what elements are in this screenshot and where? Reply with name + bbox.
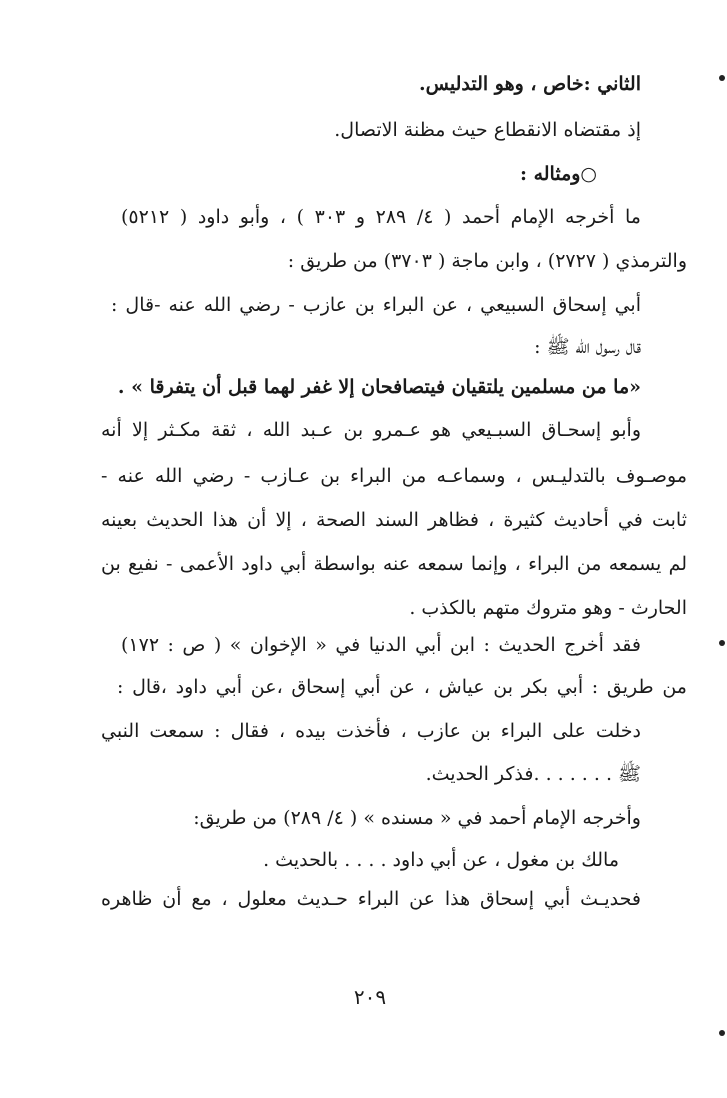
text-line-2: إذ مقتضاه الانقطاع حيث مظنة الاتصال.: [334, 119, 641, 141]
text-line-9: وأبو إسحـاق السبـيعي هو عـمرو بن عـبد الله ، ثقة مكـثر إلا أنه: [101, 419, 641, 441]
text-line-17: ﷺ . . . . . . .فذكر الحديث.: [425, 763, 641, 785]
margin-dot-top: [719, 75, 725, 81]
text-line-12: لم يسمعه من البراء ، وإنما سمعه عنه بواسطة أبي داود الأعمى - نفيع بن: [101, 553, 687, 575]
text-line-4: ما أخرجه الإمام أحمد ( ٤/ ٢٨٩ و ٣٠٣ ) ، وأبو داود ( ٥٢١٢): [121, 206, 641, 228]
text-line-16: دخلت على البراء بن عازب ، فأخذت بيده ، فقال : سمعت النبي: [101, 720, 641, 742]
text-line-7: قال رسول الله ﷺ :: [534, 336, 641, 358]
text-line-19: مالك بن مغول ، عن أبي داود . . . . بالحديث .: [263, 849, 619, 871]
text-line-10: موصـوف بالتدليـس ، وسماعـه من البراء بن عـازب - رضي الله عنه -: [101, 465, 687, 487]
page-number: ٢٠٩: [353, 985, 387, 1009]
text-line-3: ○ومثاله :: [519, 163, 597, 185]
text-line-6: أبي إسحاق السبيعي ، عن البراء بن عازب - رضي الله عنه -قال :: [111, 294, 641, 316]
text-line-11: ثابت في أحاديث كثيرة ، فظاهر السند الصحة ، إلا أن هذا الحديث بعينه: [101, 509, 687, 531]
text-line-20: فحديـث أبي إسحاق هذا عن البراء حـديث معلول ، مع أن ظاهره: [101, 888, 641, 910]
text-line-14: فقد أخرج الحديث : ابن أبي الدنيا في « الإخوان » ( ص : ١٧٢): [121, 634, 641, 656]
text-line-8: «ما من مسلمين يلتقيان فيتصافحان إلا غفر لهما قبل أن يتفرقا » .: [117, 376, 641, 398]
margin-dot-bottom: [719, 1030, 725, 1036]
margin-dot-middle: [719, 640, 725, 646]
text-line-18: وأخرجه الإمام أحمد في « مسنده » ( ٤/ ٢٨٩) من طريق:: [193, 807, 641, 829]
text-line-13: الحارث - وهو متروك متهم بالكذب .: [409, 597, 687, 619]
text-line-5: والترمذي ( ٢٧٢٧) ، وابن ماجة ( ٣٧٠٣) من طريق :: [287, 250, 687, 272]
text-line-15: من طريق : أبي بكر بن عياش ، عن أبي إسحاق ،عن أبي داود ،قال :: [117, 676, 687, 698]
text-line-1: الثاني :خاص ، وهو التدليس.: [419, 73, 641, 95]
